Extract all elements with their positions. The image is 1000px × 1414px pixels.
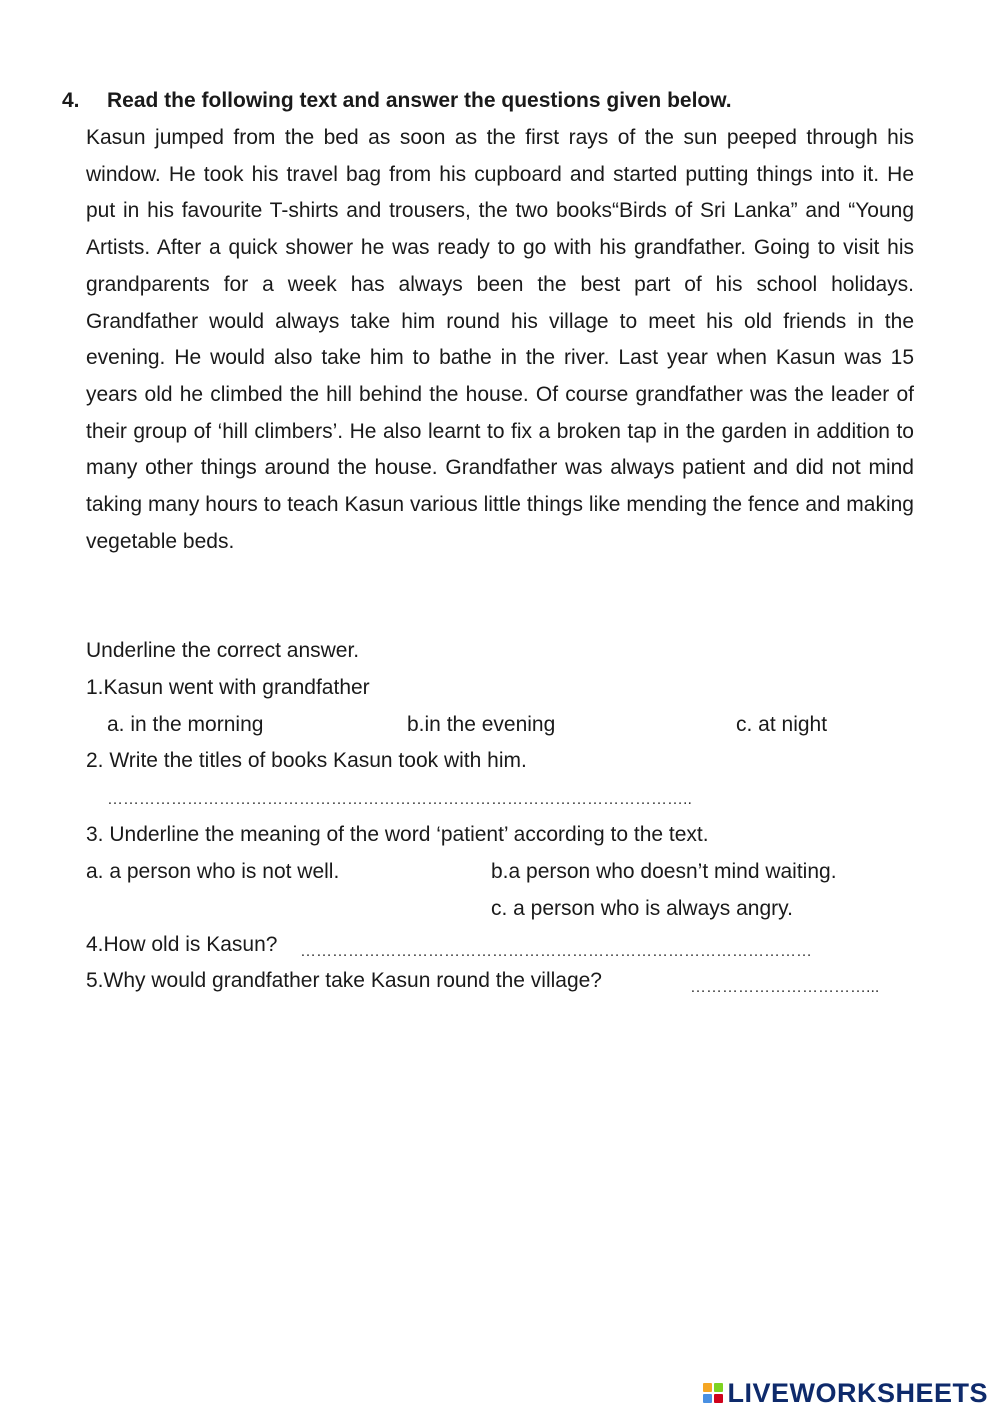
q1-option-c[interactable]: c. at night bbox=[736, 713, 828, 736]
q2-answer-input[interactable] bbox=[107, 780, 781, 806]
q4-answer-input[interactable] bbox=[300, 932, 886, 958]
exercise-instruction: Read the following text and answer the questions given below. bbox=[107, 89, 732, 112]
question-1: 1.Kasun went with grandfather bbox=[86, 676, 370, 699]
q3-option-b[interactable]: b.a person who doesn’t mind waiting. bbox=[491, 860, 837, 883]
q5-answer-input[interactable] bbox=[690, 968, 908, 994]
exercise-number: 4. bbox=[62, 89, 80, 112]
question-4: 4.How old is Kasun? bbox=[86, 933, 278, 956]
question-3: 3. Underline the meaning of the word ‘patient’ according to the text. bbox=[86, 823, 709, 846]
liveworksheets-brand bbox=[703, 1378, 988, 1408]
q4-answer-line: …………………………………………………………………………………… bbox=[300, 943, 812, 960]
liveworksheets-logo-icon bbox=[703, 1383, 723, 1403]
q2-answer-line: ……………………………………………………………………………………………….. bbox=[107, 791, 692, 808]
q1-option-b[interactable]: b.in the evening bbox=[407, 713, 556, 736]
underline-instruction: Underline the correct answer. bbox=[86, 639, 360, 662]
q3-option-c[interactable]: c. a person who is always angry. bbox=[491, 897, 793, 920]
exercise-heading bbox=[62, 86, 942, 116]
q3-option-a[interactable]: a. a person who is not well. bbox=[86, 860, 340, 883]
question-2: 2. Write the titles of books Kasun took with him. bbox=[86, 749, 527, 772]
q1-option-a[interactable]: a. in the morning bbox=[107, 713, 264, 736]
q5-answer-line: ……………………………... bbox=[690, 979, 880, 996]
reading-passage: Kasun jumped from the bed as soon as the first rays of the sun peeped through his window. He took his travel bag from his cupboard and started putting things into it. He put in his favourite T-shirts and trousers, the two books“Birds of Sri Lanka” and “Young Artists. After a quick shower he was ready to go with his grandfather. Going to visit his grandparents for a week has always been the best part of his school holidays. Grandfather would always take him round his village to meet his old friends in the evening. He would also take him to bathe in the river. Last year when Kasun was 15 years old he climbed the hill behind the house. Of course grandfather was the leader of their group of ‘hill climbers’. He also learnt to fix a broken tap in the garden in addition to many other things around the house. Grandfather was always patient and did not mind taking many hours to teach Kasun various little things like mending the fence and making vegetable beds. bbox=[86, 126, 914, 553]
brand-name: LIVEWORKSHEETS bbox=[727, 1377, 988, 1408]
question-5: 5.Why would grandfather take Kasun round the village? bbox=[86, 969, 602, 992]
